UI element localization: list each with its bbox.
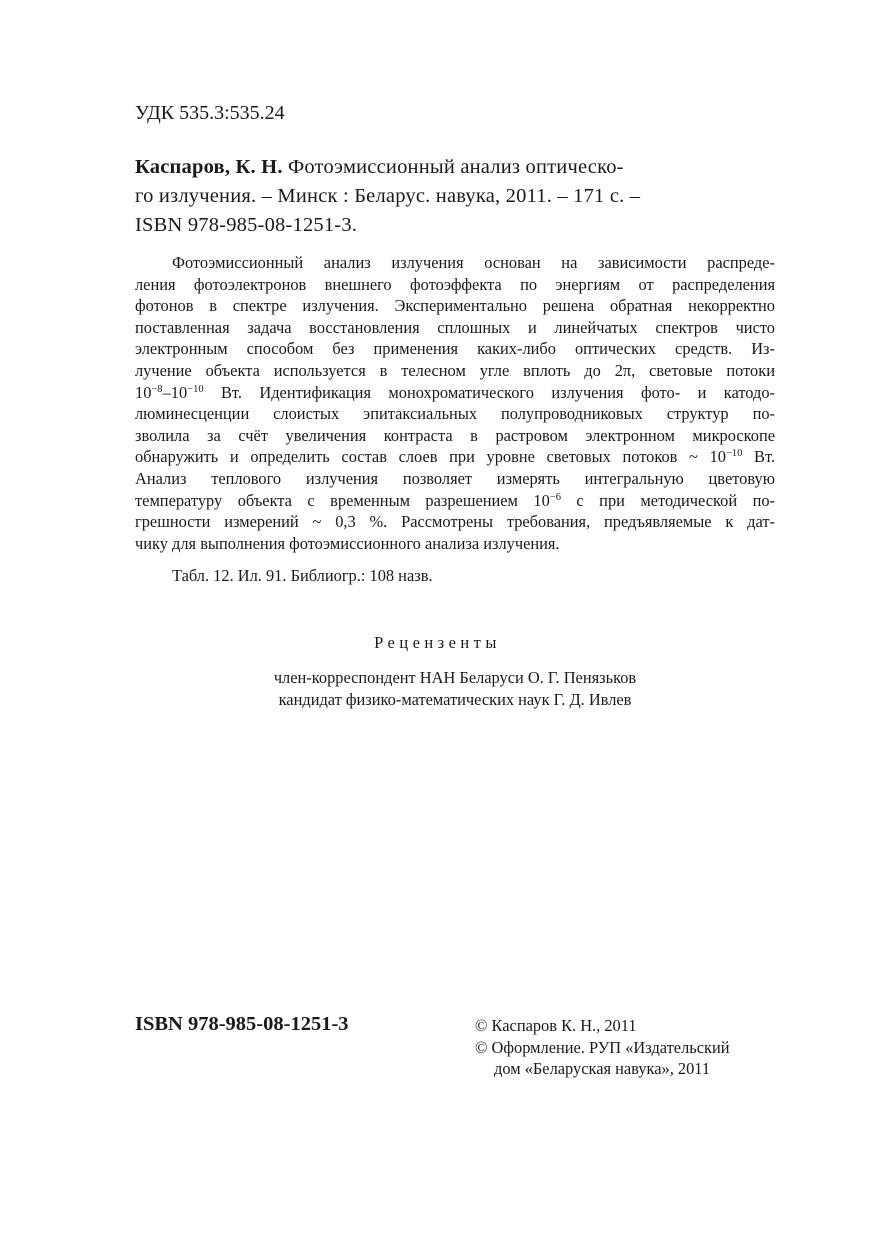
abstract-line-7-rest: Вт. Идентификация монохроматического излучения фото- и катодо- bbox=[203, 382, 775, 402]
power-base-1: 10 bbox=[135, 382, 152, 402]
bib-line-2: го излучения. – Минск : Беларус. навука, 2011. – 171 с. – bbox=[135, 185, 641, 207]
abstract-line bbox=[135, 382, 775, 404]
abstract-line: поставленная задача восстановления сплошных и линейчатых спектров чисто bbox=[135, 317, 775, 337]
bib-author: Каспаров, К. Н. bbox=[135, 156, 283, 178]
copyright-publisher: дом «Беларуская навука», 2011 bbox=[494, 1059, 711, 1079]
copyright-design: © Оформление. РУП «Издательский bbox=[475, 1037, 730, 1057]
abstract-line: грешности измерений ~ 0,3 %. Рассмотрены требования, предъявляемые к дат- bbox=[135, 512, 775, 532]
abstract-line: фотонов в спектре излучения. Экспериментально решена обратная некорректно bbox=[135, 296, 775, 316]
time-exponent: −6 bbox=[549, 491, 561, 503]
copyright-block bbox=[475, 1015, 730, 1080]
bib-line-3: ISBN 978-985-08-1251-3. bbox=[135, 214, 358, 236]
reviewer-2: кандидат физико-математических наук Г. Д. Ивлев bbox=[278, 689, 632, 709]
abstract-line-12-rest: с при методической по- bbox=[560, 490, 775, 510]
copyright-author: © Каспаров К. Н., 2011 bbox=[475, 1016, 637, 1035]
reviewers-list bbox=[0, 667, 875, 710]
abstract-line bbox=[135, 446, 775, 468]
abstract-line: электронным способом без применения каких-либо оптических средств. Из- bbox=[135, 339, 775, 359]
abstract-line-10-text: обнаружить и определить состав слоев при уровне световых потоков ~ 10 bbox=[135, 447, 726, 467]
bib-title-start: Фотоэмиссионный анализ оптическо- bbox=[287, 156, 624, 178]
power-exponent-2: −10 bbox=[187, 383, 204, 395]
abstract-line: зволила за счёт увеличения контраста в растровом электронном микроскопе bbox=[135, 425, 775, 445]
abstract-line-10-unit: Вт. bbox=[742, 447, 775, 467]
abstract-line: люминесценции слоистых эпитаксиальных полупроводниковых структур по- bbox=[135, 404, 775, 424]
abstract-line: чику для выполнения фотоэмиссионного анализа излучения. bbox=[135, 533, 560, 553]
abstract-line-12-text: температуру объекта с временным разрешением 10 bbox=[135, 490, 550, 510]
isbn: ISBN 978-985-08-1251-3 bbox=[135, 1013, 349, 1035]
reviewer-1: член-корреспондент НАН Беларуси О. Г. Пенязьков bbox=[273, 668, 637, 687]
power-exponent-1: −8 bbox=[151, 383, 163, 395]
bibliographic-record bbox=[135, 153, 775, 240]
abstract-line: лучение объекта используется в телесном угле вплоть до 2π, световые потоки bbox=[135, 360, 775, 380]
power-range-dash: –10 bbox=[162, 382, 188, 402]
bib-line-1 bbox=[135, 153, 775, 182]
abstract-line: ления фотоэлектронов внешнего фотоэффекта по энергиям от распределения bbox=[135, 274, 775, 294]
power-exponent-3: −10 bbox=[725, 448, 743, 460]
reviewers-heading: Рецензенты bbox=[374, 633, 501, 652]
abstract-line: Фотоэмиссионный анализ излучения основан на зависимости распреде- bbox=[172, 253, 775, 272]
abstract-line bbox=[135, 490, 775, 512]
abstract bbox=[135, 252, 775, 554]
abstract-line: Анализ теплового излучения позволяет измерять интегральную цветовую bbox=[135, 468, 775, 488]
udk-code: УДК 535.3:535.24 bbox=[135, 102, 285, 124]
bibliography-stats: Табл. 12. Ил. 91. Библиогр.: 108 назв. bbox=[172, 566, 433, 585]
